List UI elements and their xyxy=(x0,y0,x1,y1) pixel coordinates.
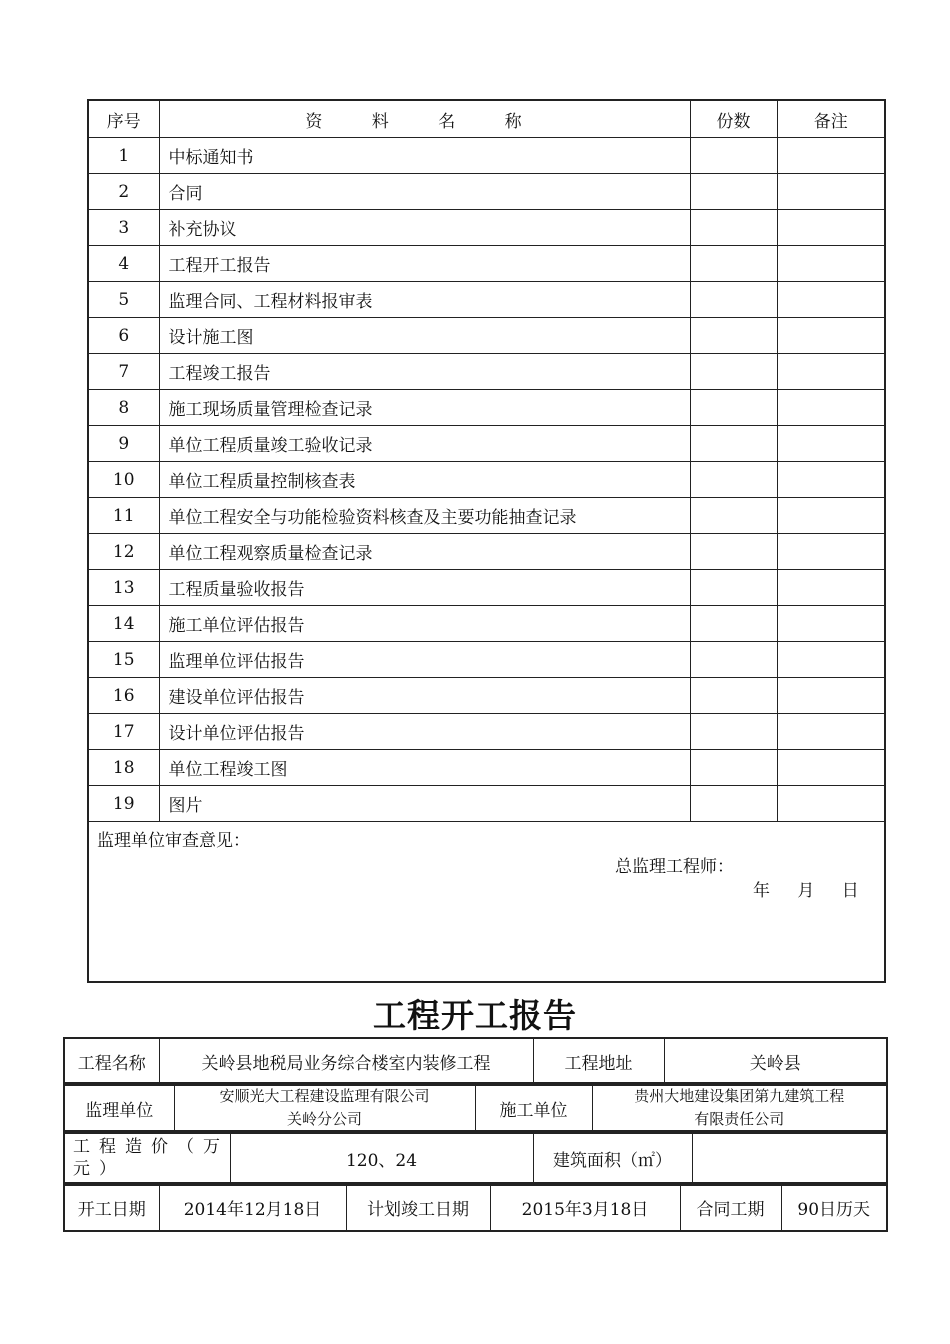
row-name: 建设单位评估报告 xyxy=(159,678,690,714)
row-remarks xyxy=(777,750,885,786)
project-name-label: 工程名称 xyxy=(64,1038,159,1085)
list-row xyxy=(88,534,885,570)
list-row xyxy=(88,462,885,498)
row-copies xyxy=(690,714,777,750)
row-remarks xyxy=(777,354,885,390)
supervisor-line1: 安顺光大工程建设监理有限公司 xyxy=(219,1087,430,1105)
row-remarks xyxy=(777,786,885,822)
row-remarks xyxy=(777,426,885,462)
row-copies xyxy=(690,282,777,318)
list-row xyxy=(88,642,885,678)
row-seq: 15 xyxy=(88,642,159,678)
project-name-value: 关岭县地税局业务综合楼室内装修工程 xyxy=(159,1038,533,1085)
row-name: 单位工程安全与功能检验资料核查及主要功能抽查记录 xyxy=(159,498,690,534)
row-seq: 14 xyxy=(88,606,159,642)
row-remarks xyxy=(777,642,885,678)
row-copies xyxy=(690,138,777,174)
row-remarks xyxy=(777,210,885,246)
contract-period-label: 合同工期 xyxy=(680,1183,781,1231)
contractor-line2: 有限责任公司 xyxy=(694,1110,785,1128)
chief-engineer-label: 总监理工程师： xyxy=(615,857,734,877)
row-seq: 1 xyxy=(88,138,159,174)
list-row xyxy=(88,210,885,246)
row-name: 施工单位评估报告 xyxy=(159,606,690,642)
report-row-cost xyxy=(63,1130,888,1186)
row-remarks xyxy=(777,678,885,714)
row-copies xyxy=(690,786,777,822)
row-name: 中标通知书 xyxy=(159,138,690,174)
row-seq: 18 xyxy=(88,750,159,786)
row-remarks xyxy=(777,498,885,534)
row-remarks xyxy=(777,390,885,426)
contractor-value xyxy=(592,1083,887,1133)
report-row-units xyxy=(63,1082,888,1134)
row-seq: 13 xyxy=(88,570,159,606)
list-row xyxy=(88,750,885,786)
planned-end-label: 计划竣工日期 xyxy=(346,1183,490,1231)
row-remarks xyxy=(777,138,885,174)
list-row xyxy=(88,786,885,822)
planned-end-value: 2015年3月18日 xyxy=(490,1183,680,1231)
row-name: 设计施工图 xyxy=(159,318,690,354)
supervisor-line2: 关岭分公司 xyxy=(286,1110,362,1128)
row-remarks xyxy=(777,318,885,354)
list-row xyxy=(88,678,885,714)
row-remarks xyxy=(777,570,885,606)
row-name: 图片 xyxy=(159,786,690,822)
row-copies xyxy=(690,210,777,246)
cost-value: 120、24 xyxy=(230,1131,533,1185)
row-seq: 8 xyxy=(88,390,159,426)
row-seq: 9 xyxy=(88,426,159,462)
date-label: 年 月 日 xyxy=(753,881,859,901)
row-copies xyxy=(690,354,777,390)
row-seq: 12 xyxy=(88,534,159,570)
row-name: 单位工程观察质量检查记录 xyxy=(159,534,690,570)
row-seq: 6 xyxy=(88,318,159,354)
row-remarks xyxy=(777,534,885,570)
row-remarks xyxy=(777,606,885,642)
row-copies xyxy=(690,318,777,354)
row-copies xyxy=(690,246,777,282)
opinion-label: 监理单位审查意见： xyxy=(97,831,250,851)
list-row xyxy=(88,606,885,642)
row-seq: 2 xyxy=(88,174,159,210)
address-label: 工程地址 xyxy=(533,1038,664,1085)
row-seq: 11 xyxy=(88,498,159,534)
row-seq: 19 xyxy=(88,786,159,822)
list-row xyxy=(88,354,885,390)
row-remarks xyxy=(777,246,885,282)
row-remarks xyxy=(777,282,885,318)
row-remarks xyxy=(777,714,885,750)
row-copies xyxy=(690,642,777,678)
row-remarks xyxy=(777,174,885,210)
area-label: 建筑面积（㎡） xyxy=(533,1131,692,1185)
row-name: 单位工程竣工图 xyxy=(159,750,690,786)
row-name: 施工现场质量管理检查记录 xyxy=(159,390,690,426)
row-name: 设计单位评估报告 xyxy=(159,714,690,750)
start-date-value: 2014年12月18日 xyxy=(159,1183,346,1231)
list-row xyxy=(88,318,885,354)
header-name: 资 料 名 称 xyxy=(159,100,690,138)
list-row xyxy=(88,426,885,462)
row-name: 监理合同、工程材料报审表 xyxy=(159,282,690,318)
list-row xyxy=(88,714,885,750)
header-remarks: 备注 xyxy=(777,100,885,138)
row-copies xyxy=(690,390,777,426)
opinion-cell xyxy=(88,822,885,983)
row-seq: 5 xyxy=(88,282,159,318)
area-value xyxy=(692,1131,887,1185)
row-name: 补充协议 xyxy=(159,210,690,246)
report-title: 工程开工报告 xyxy=(373,996,577,1035)
row-name: 工程竣工报告 xyxy=(159,354,690,390)
row-seq: 17 xyxy=(88,714,159,750)
address-value: 关岭县 xyxy=(664,1038,887,1085)
cost-label: 工程造价（万元） xyxy=(64,1131,230,1185)
list-header-row xyxy=(88,100,885,138)
list-row xyxy=(88,138,885,174)
row-copies xyxy=(690,174,777,210)
row-seq: 4 xyxy=(88,246,159,282)
header-copies: 份数 xyxy=(690,100,777,138)
list-row xyxy=(88,174,885,210)
row-name: 合同 xyxy=(159,174,690,210)
row-copies xyxy=(690,462,777,498)
document-list-table xyxy=(87,99,886,983)
row-copies xyxy=(690,678,777,714)
row-copies xyxy=(690,606,777,642)
row-copies xyxy=(690,570,777,606)
row-seq: 16 xyxy=(88,678,159,714)
row-seq: 3 xyxy=(88,210,159,246)
list-row xyxy=(88,570,885,606)
supervisor-value xyxy=(174,1083,475,1133)
row-seq: 10 xyxy=(88,462,159,498)
row-copies xyxy=(690,426,777,462)
contractor-line1: 贵州大地建设集团第九建筑工程 xyxy=(634,1087,845,1105)
header-seq: 序号 xyxy=(88,100,159,138)
opinion-row xyxy=(88,822,885,983)
row-seq: 7 xyxy=(88,354,159,390)
row-name: 工程质量验收报告 xyxy=(159,570,690,606)
supervisor-label: 监理单位 xyxy=(64,1083,174,1133)
list-row xyxy=(88,498,885,534)
row-name: 单位工程质量竣工验收记录 xyxy=(159,426,690,462)
row-remarks xyxy=(777,462,885,498)
row-copies xyxy=(690,750,777,786)
contract-period-value: 90日历天 xyxy=(781,1183,887,1231)
report-row-project xyxy=(63,1037,888,1086)
start-date-label: 开工日期 xyxy=(64,1183,159,1231)
list-row xyxy=(88,282,885,318)
row-copies xyxy=(690,534,777,570)
list-row xyxy=(88,390,885,426)
row-copies xyxy=(690,498,777,534)
row-name: 单位工程质量控制核查表 xyxy=(159,462,690,498)
contractor-label: 施工单位 xyxy=(475,1083,592,1133)
row-name: 工程开工报告 xyxy=(159,246,690,282)
list-row xyxy=(88,246,885,282)
row-name: 监理单位评估报告 xyxy=(159,642,690,678)
report-row-dates xyxy=(63,1182,888,1232)
